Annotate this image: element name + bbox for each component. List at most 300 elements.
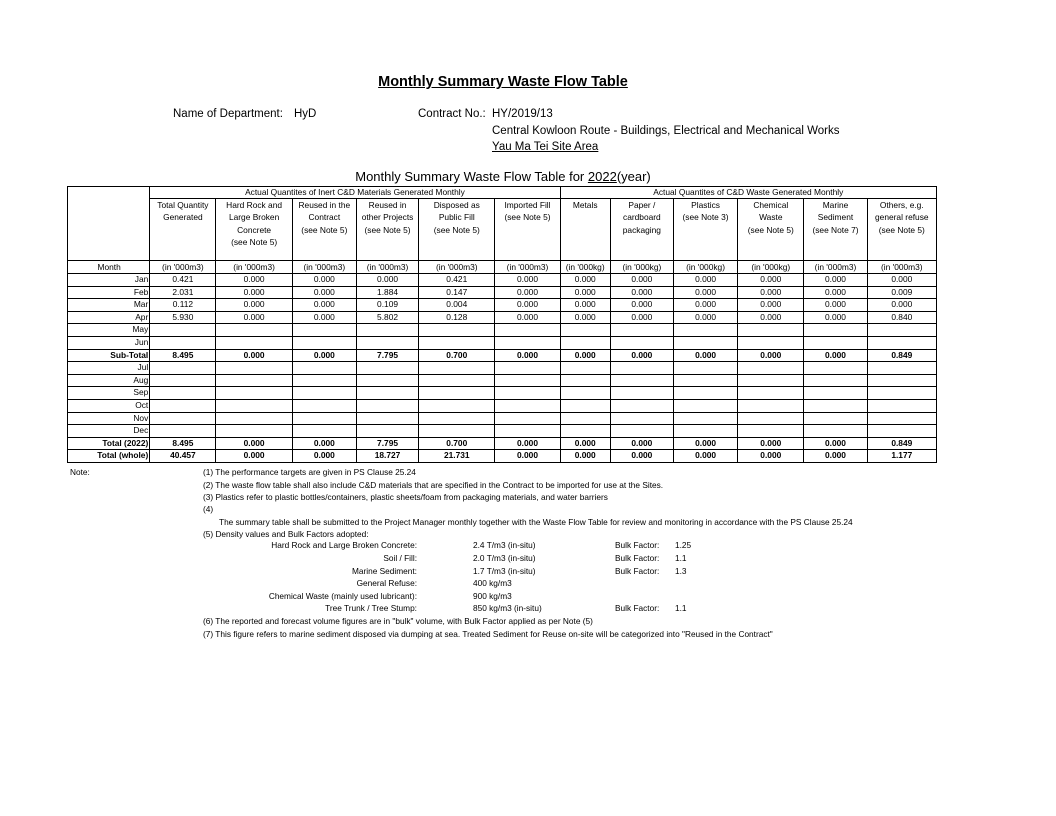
month-cell: Mar	[68, 299, 150, 312]
site-name: Yau Ma Tei Site Area	[492, 141, 599, 153]
column-header	[292, 199, 356, 261]
value-cell	[356, 336, 418, 349]
value-cell	[804, 399, 867, 412]
value-cell: 0.000	[738, 450, 804, 463]
value-cell: 0.000	[495, 299, 560, 312]
column-header-line: (see Note 5)	[301, 224, 348, 235]
value-cell	[495, 387, 560, 400]
value-cell: 0.000	[804, 437, 867, 450]
value-cell: 7.795	[356, 349, 418, 362]
value-cell	[560, 362, 610, 375]
value-cell	[150, 324, 216, 337]
value-cell	[610, 336, 673, 349]
value-cell	[673, 324, 737, 337]
value-cell	[804, 362, 867, 375]
density-value: 900 kg/m3	[473, 591, 512, 601]
table-row	[68, 349, 937, 362]
unit-cell: (in '000m3)	[804, 261, 867, 274]
value-cell	[216, 425, 292, 438]
density-value: 2.0 T/m3 (in-situ)	[473, 553, 536, 563]
value-cell: 0.009	[867, 286, 936, 299]
value-cell	[610, 425, 673, 438]
density-material: Chemical Waste (mainly used lubricant):	[268, 591, 417, 601]
table-row	[68, 286, 937, 299]
value-cell	[495, 374, 560, 387]
bulk-factor-value: 1.1	[675, 553, 687, 563]
month-cell: Total (whole)	[68, 450, 150, 463]
value-cell	[867, 387, 936, 400]
value-cell	[673, 336, 737, 349]
table-row	[68, 311, 937, 324]
value-cell: 0.000	[610, 349, 673, 362]
density-value: 400 kg/m3	[473, 578, 512, 588]
value-cell	[804, 336, 867, 349]
value-cell	[610, 412, 673, 425]
unit-cell: (in '000m3)	[356, 261, 418, 274]
value-cell: 1.177	[867, 450, 936, 463]
column-header-line: Contract	[308, 212, 341, 223]
month-cell: Jun	[68, 336, 150, 349]
value-cell	[560, 425, 610, 438]
value-cell: 0.000	[495, 286, 560, 299]
table-title	[0, 169, 1006, 184]
value-cell: 0.000	[216, 349, 292, 362]
note-2: (2) The waste flow table shall also include C&D materials that are specified in the Contract to be imported for use at the Sites.	[203, 480, 664, 490]
value-cell	[560, 336, 610, 349]
value-cell: 0.000	[673, 450, 737, 463]
value-cell	[560, 412, 610, 425]
note-7: (7) This figure refers to marine sediment disposed via dumping at sea. Treated Sediment for Reuse on-site will be categorized into "Reused in the Contract"	[203, 629, 773, 639]
column-header-line: Disposed as	[433, 200, 480, 210]
value-cell	[867, 425, 936, 438]
value-cell	[419, 362, 495, 375]
column-header-line: (see Note 5)	[504, 212, 551, 223]
unit-cell: (in '000m3)	[495, 261, 560, 274]
value-cell: 0.000	[216, 450, 292, 463]
value-cell: 0.000	[495, 437, 560, 450]
value-cell: 0.000	[560, 299, 610, 312]
value-cell	[419, 399, 495, 412]
value-cell	[560, 399, 610, 412]
value-cell: 0.000	[738, 349, 804, 362]
value-cell	[610, 324, 673, 337]
value-cell: 0.000	[673, 274, 737, 287]
month-cell: Aug	[68, 374, 150, 387]
value-cell: 0.421	[150, 274, 216, 287]
column-header	[673, 199, 737, 261]
column-header-line: Paper /	[628, 200, 656, 210]
unit-cell: (in '000m3)	[216, 261, 292, 274]
value-cell	[867, 324, 936, 337]
column-header-line: Hard Rock and	[226, 200, 283, 210]
column-header	[610, 199, 673, 261]
value-cell: 5.930	[150, 311, 216, 324]
value-cell: 0.000	[738, 311, 804, 324]
value-cell: 0.000	[804, 286, 867, 299]
table-row	[68, 362, 937, 375]
bulk-factor-value: 1.3	[675, 566, 687, 576]
month-cell: May	[68, 324, 150, 337]
value-cell	[150, 387, 216, 400]
value-cell	[150, 374, 216, 387]
value-cell	[495, 399, 560, 412]
month-header-spacer	[68, 199, 150, 261]
value-cell	[150, 425, 216, 438]
value-cell	[150, 336, 216, 349]
value-cell	[495, 425, 560, 438]
column-header-line: cardboard	[623, 212, 661, 223]
value-cell: 0.000	[560, 437, 610, 450]
value-cell	[804, 374, 867, 387]
value-cell: 0.000	[216, 286, 292, 299]
column-header	[419, 199, 495, 261]
value-cell: 0.000	[356, 274, 418, 287]
value-cell	[356, 324, 418, 337]
table-row	[68, 324, 937, 337]
value-cell: 2.031	[150, 286, 216, 299]
value-cell: 0.000	[804, 311, 867, 324]
waste-flow-table	[67, 186, 937, 463]
table-row	[68, 412, 937, 425]
value-cell	[804, 387, 867, 400]
note-4-text: The summary table shall be submitted to the Project Manager monthly together with the Waste Flow Table for review and monitoring in accordance with the PS Clause 25.24	[219, 517, 853, 527]
unit-cell: (in '000kg)	[610, 261, 673, 274]
unit-cell: (in '000m3)	[150, 261, 216, 274]
column-header-line: packaging	[622, 224, 661, 235]
value-cell: 0.000	[292, 274, 356, 287]
value-cell	[495, 324, 560, 337]
column-header-line: (see Note 5)	[878, 224, 925, 235]
column-header-line: Plastics	[691, 200, 720, 210]
table-row	[68, 425, 937, 438]
table-row	[68, 437, 937, 450]
value-cell: 0.700	[419, 349, 495, 362]
value-cell	[292, 374, 356, 387]
department-value: HyD	[294, 108, 317, 120]
column-header-line: (see Note 5)	[364, 224, 411, 235]
column-header-line: Others, e.g.	[879, 200, 924, 210]
table-row	[68, 374, 937, 387]
density-material: Soil / Fill:	[383, 553, 417, 563]
table-row	[68, 336, 937, 349]
value-cell	[216, 324, 292, 337]
value-cell: 0.000	[610, 311, 673, 324]
value-cell	[738, 425, 804, 438]
density-value: 2.4 T/m3 (in-situ)	[473, 540, 536, 550]
value-cell: 0.840	[867, 311, 936, 324]
density-value: 1.7 T/m3 (in-situ)	[473, 566, 536, 576]
value-cell	[150, 362, 216, 375]
bulk-factor-label: Bulk Factor:	[615, 566, 660, 576]
value-cell	[419, 412, 495, 425]
value-cell: 0.000	[495, 349, 560, 362]
month-cell: Total (2022)	[68, 437, 150, 450]
value-cell	[419, 374, 495, 387]
value-cell: 0.000	[216, 274, 292, 287]
value-cell	[292, 336, 356, 349]
value-cell	[150, 399, 216, 412]
column-header	[495, 199, 560, 261]
bulk-factor-label: Bulk Factor:	[615, 603, 660, 613]
month-header: Month	[68, 261, 150, 274]
value-cell	[804, 412, 867, 425]
value-cell: 0.000	[738, 286, 804, 299]
value-cell	[738, 399, 804, 412]
value-cell	[610, 399, 673, 412]
table-row	[68, 274, 937, 287]
value-cell: 0.112	[150, 299, 216, 312]
value-cell	[292, 362, 356, 375]
value-cell	[610, 362, 673, 375]
value-cell: 0.000	[216, 299, 292, 312]
value-cell: 0.700	[419, 437, 495, 450]
value-cell	[356, 374, 418, 387]
value-cell	[292, 412, 356, 425]
density-material: General Refuse:	[356, 578, 417, 588]
value-cell: 0.000	[610, 437, 673, 450]
value-cell: 0.000	[560, 286, 610, 299]
column-header-line: Concrete	[237, 224, 272, 235]
note-label: Note:	[70, 467, 90, 477]
value-cell	[216, 387, 292, 400]
value-cell	[292, 425, 356, 438]
column-header-line: Waste	[759, 212, 783, 223]
value-cell	[673, 425, 737, 438]
value-cell: 7.795	[356, 437, 418, 450]
value-cell: 8.495	[150, 437, 216, 450]
bulk-factor-value: 1.25	[675, 540, 692, 550]
value-cell: 0.000	[804, 450, 867, 463]
table-title-prefix: Monthly Summary Waste Flow Table for	[355, 169, 585, 184]
column-header	[867, 199, 936, 261]
unit-cell: (in '000m3)	[867, 261, 936, 274]
value-cell	[292, 324, 356, 337]
column-header	[216, 199, 292, 261]
column-header-line: Public Fill	[438, 212, 475, 223]
month-cell: Nov	[68, 412, 150, 425]
unit-cell: (in '000m3)	[419, 261, 495, 274]
value-cell: 0.000	[495, 274, 560, 287]
value-cell: 0.000	[804, 349, 867, 362]
month-cell: Sep	[68, 387, 150, 400]
density-material: Tree Trunk / Tree Stump:	[325, 603, 417, 613]
value-cell: 0.000	[867, 274, 936, 287]
value-cell	[867, 412, 936, 425]
column-header	[150, 199, 216, 261]
bulk-factor-label: Bulk Factor:	[615, 540, 660, 550]
month-cell: Apr	[68, 311, 150, 324]
value-cell	[356, 425, 418, 438]
value-cell	[673, 387, 737, 400]
value-cell	[356, 387, 418, 400]
density-material: Marine Sediment:	[351, 566, 417, 576]
value-cell: 0.000	[560, 311, 610, 324]
month-cell: Jan	[68, 274, 150, 287]
value-cell	[419, 324, 495, 337]
value-cell	[216, 412, 292, 425]
table-title-year: 2022	[587, 169, 617, 184]
value-cell	[560, 324, 610, 337]
column-header-line: Marine	[822, 200, 849, 210]
table-title-suffix: (year)	[616, 169, 651, 184]
value-cell	[673, 399, 737, 412]
value-cell: 0.000	[560, 349, 610, 362]
table-row	[68, 387, 937, 400]
value-cell: 0.000	[673, 286, 737, 299]
value-cell: 0.000	[673, 437, 737, 450]
value-cell: 0.000	[610, 450, 673, 463]
value-cell	[495, 336, 560, 349]
contract-name: Central Kowloon Route - Buildings, Electrical and Mechanical Works	[492, 125, 840, 137]
value-cell	[867, 362, 936, 375]
value-cell: 0.000	[673, 349, 737, 362]
column-header	[804, 199, 867, 261]
value-cell: 0.000	[738, 437, 804, 450]
value-cell: 0.000	[804, 274, 867, 287]
column-header-line: (see Note 5)	[433, 224, 480, 235]
value-cell	[560, 387, 610, 400]
value-cell	[867, 374, 936, 387]
density-value: 850 kg/m3 (in-situ)	[473, 603, 542, 613]
value-cell: 0.849	[867, 437, 936, 450]
value-cell	[738, 412, 804, 425]
column-header-line: general refuse	[875, 212, 929, 223]
note-5: (5) Density values and Bulk Factors adopted:	[203, 529, 369, 539]
value-cell: 0.000	[610, 286, 673, 299]
table-row	[68, 299, 937, 312]
value-cell: 0.000	[495, 450, 560, 463]
column-header-line: Large Broken	[228, 212, 280, 223]
unit-cell: (in '000kg)	[673, 261, 737, 274]
value-cell: 0.000	[560, 274, 610, 287]
column-header	[560, 199, 610, 261]
column-header	[356, 199, 418, 261]
column-header-line: (see Note 7)	[812, 224, 859, 235]
value-cell: 21.731	[419, 450, 495, 463]
value-cell	[356, 399, 418, 412]
unit-cell: (in '000m3)	[292, 261, 356, 274]
value-cell	[560, 374, 610, 387]
column-header-line: Reused in the	[298, 200, 351, 210]
value-cell	[292, 387, 356, 400]
value-cell: 0.004	[419, 299, 495, 312]
value-cell	[738, 362, 804, 375]
value-cell	[610, 387, 673, 400]
note-4-number: (4)	[203, 504, 214, 514]
corner-cell	[68, 187, 150, 199]
value-cell: 0.000	[292, 311, 356, 324]
column-header-line: other Projects	[361, 212, 414, 223]
value-cell	[804, 425, 867, 438]
table-row	[68, 450, 937, 463]
value-cell	[738, 374, 804, 387]
unit-cell: (in '000kg)	[738, 261, 804, 274]
value-cell	[356, 412, 418, 425]
note-3: (3) Plastics refer to plastic bottles/containers, plastic sheets/foam from packaging materials, and water barriers	[203, 492, 608, 502]
value-cell: 5.802	[356, 311, 418, 324]
value-cell	[216, 374, 292, 387]
value-cell	[495, 412, 560, 425]
value-cell	[495, 362, 560, 375]
department-label: Name of Department:	[173, 108, 283, 120]
value-cell: 0.109	[356, 299, 418, 312]
value-cell: 0.000	[292, 349, 356, 362]
value-cell: 0.849	[867, 349, 936, 362]
value-cell: 0.000	[673, 311, 737, 324]
value-cell	[610, 374, 673, 387]
column-header-line: Metals	[572, 200, 598, 210]
value-cell: 0.000	[610, 299, 673, 312]
column-header	[738, 199, 804, 261]
table-row	[68, 399, 937, 412]
month-cell: Dec	[68, 425, 150, 438]
value-cell: 0.000	[867, 299, 936, 312]
month-cell: Jul	[68, 362, 150, 375]
unit-cell: (in '000kg)	[560, 261, 610, 274]
value-cell: 40.457	[150, 450, 216, 463]
month-cell: Feb	[68, 286, 150, 299]
value-cell	[804, 324, 867, 337]
value-cell: 0.000	[292, 286, 356, 299]
column-header-line: Total Quantity	[157, 200, 209, 210]
value-cell: 0.000	[804, 299, 867, 312]
value-cell	[292, 399, 356, 412]
value-cell: 0.000	[216, 311, 292, 324]
value-cell	[419, 387, 495, 400]
value-cell: 0.000	[560, 450, 610, 463]
value-cell	[738, 387, 804, 400]
value-cell	[867, 336, 936, 349]
value-cell: 0.000	[610, 274, 673, 287]
value-cell: 0.147	[419, 286, 495, 299]
value-cell	[738, 324, 804, 337]
value-cell: 0.000	[292, 437, 356, 450]
month-cell: Sub-Total	[68, 349, 150, 362]
value-cell	[673, 362, 737, 375]
column-header-line: (see Note 5)	[747, 224, 794, 235]
bulk-factor-value: 1.1	[675, 603, 687, 613]
value-cell	[673, 374, 737, 387]
group-inert-header: Actual Quantites of Inert C&D Materials Generated Monthly	[150, 187, 560, 199]
value-cell	[673, 412, 737, 425]
value-cell	[216, 399, 292, 412]
value-cell: 0.128	[419, 311, 495, 324]
column-header-line: Chemical	[753, 200, 789, 210]
column-header-line: Sediment	[817, 212, 854, 223]
value-cell	[216, 336, 292, 349]
column-header-line: (see Note 3)	[682, 212, 729, 223]
note-1: (1) The performance targets are given in PS Clause 25.24	[203, 467, 416, 477]
value-cell: 8.495	[150, 349, 216, 362]
value-cell	[356, 362, 418, 375]
value-cell: 0.000	[216, 437, 292, 450]
value-cell	[419, 425, 495, 438]
contract-number: HY/2019/13	[492, 108, 553, 120]
value-cell: 0.000	[292, 450, 356, 463]
value-cell: 1.884	[356, 286, 418, 299]
column-header-line: Generated	[163, 212, 203, 223]
column-header-line: (see Note 5)	[231, 237, 278, 248]
value-cell	[150, 412, 216, 425]
column-header-line: Imported Fill	[504, 200, 551, 210]
value-cell: 0.000	[673, 299, 737, 312]
value-cell	[738, 336, 804, 349]
value-cell	[216, 362, 292, 375]
value-cell: 0.000	[292, 299, 356, 312]
group-cd-header: Actual Quantites of C&D Waste Generated Monthly	[560, 187, 936, 199]
note-6: (6) The reported and forecast volume figures are in "bulk" volume, with Bulk Factor applied as per Note (5)	[203, 616, 593, 626]
value-cell	[867, 399, 936, 412]
